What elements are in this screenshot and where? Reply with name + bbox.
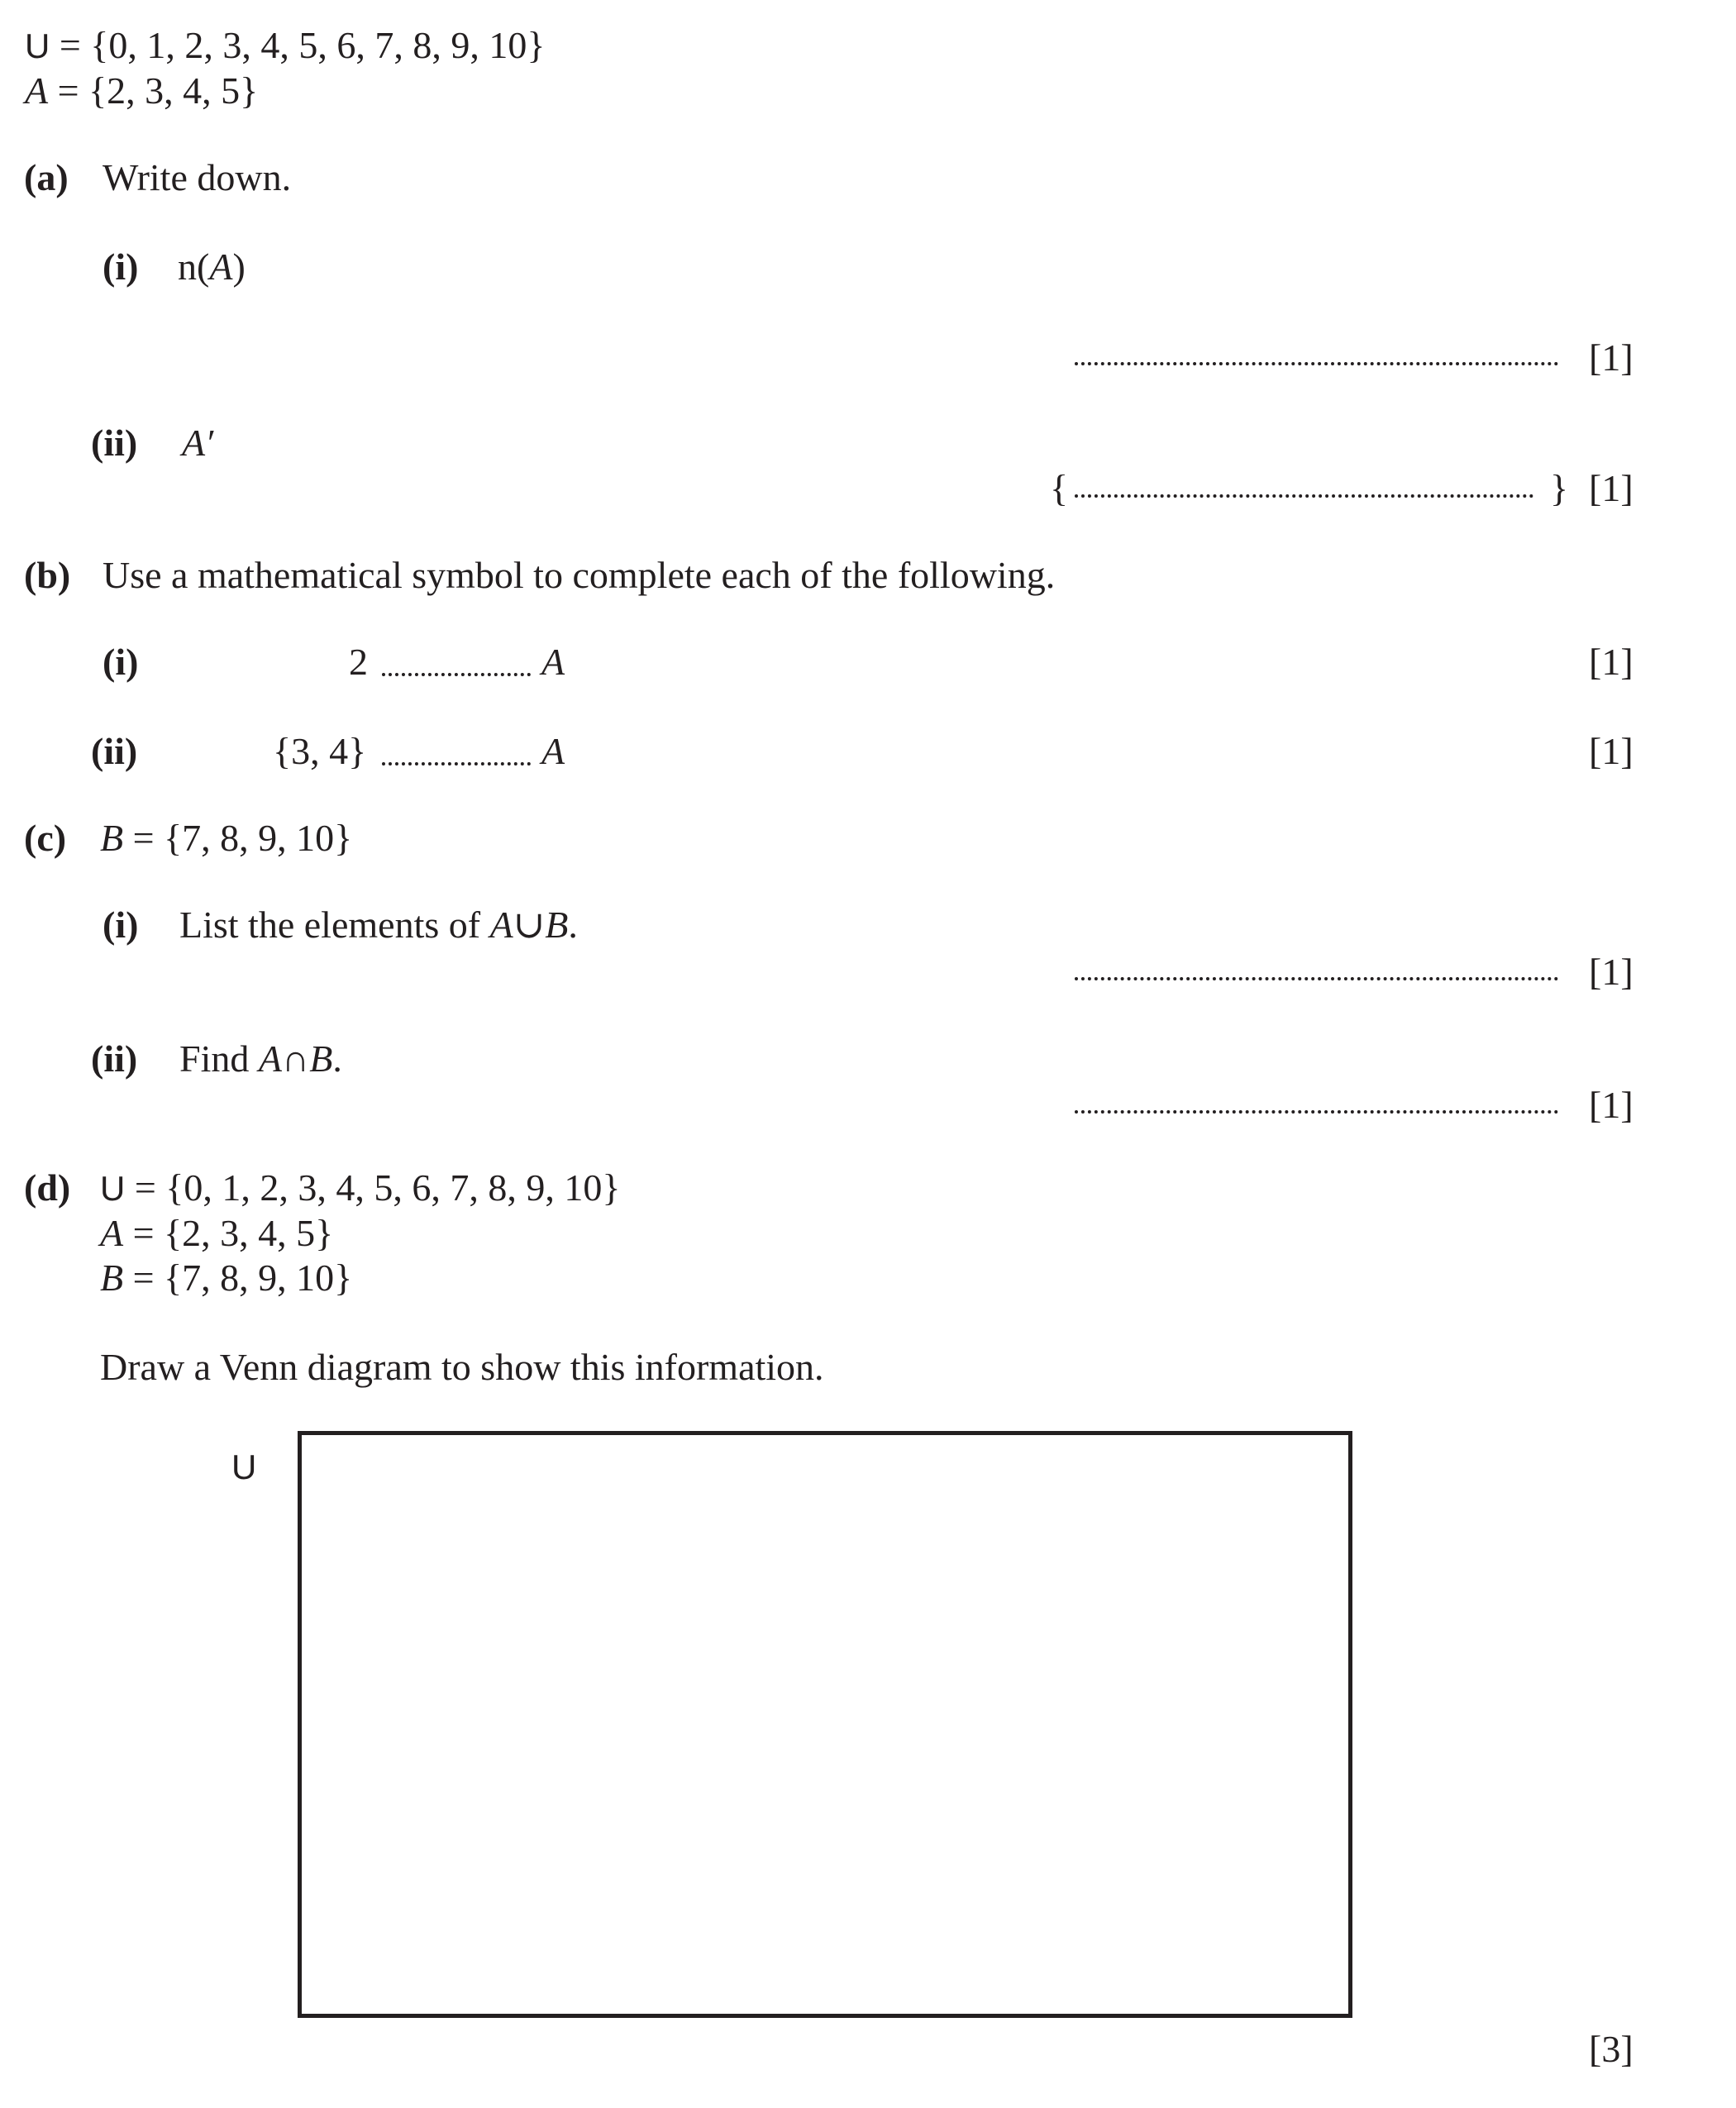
universal-set-definition	[25, 26, 545, 64]
period: .	[332, 1037, 342, 1080]
text: n(	[178, 246, 210, 288]
part-b-i-left: 2	[349, 641, 368, 683]
part-b-i-label: (i)	[103, 641, 139, 683]
universal-set-elements: {0, 1, 2, 3, 4, 5, 6, 7, 8, 9, 10}	[90, 24, 546, 66]
text: )	[232, 246, 246, 288]
prime-symbol: ′	[205, 422, 214, 464]
marks-c-ii: [1]	[1589, 1084, 1633, 1126]
set-b-elements: {7, 8, 9, 10}	[164, 817, 353, 859]
universal-set-symbol: U	[25, 26, 50, 65]
marks-c-i: [1]	[1589, 951, 1633, 993]
part-d-instruction: Draw a Venn diagram to show this information.	[100, 1346, 824, 1388]
set-a-symbol: A	[182, 422, 206, 464]
part-d-label: (d)	[24, 1166, 71, 1209]
part-d-set-b	[100, 1259, 352, 1297]
equals-sign: =	[59, 24, 81, 66]
set-a-symbol: A	[258, 1037, 282, 1080]
equals-sign: =	[132, 1212, 155, 1254]
part-a-instruction: Write down.	[103, 156, 292, 198]
part-b-ii-label: (ii)	[91, 730, 138, 772]
marks-d: [3]	[1589, 2028, 1633, 2070]
set-b-symbol: B	[100, 817, 124, 859]
set-b-symbol: B	[545, 904, 569, 946]
marks-a-ii: [1]	[1589, 467, 1633, 509]
set-a-symbol: A	[209, 246, 233, 288]
set-a-definition	[25, 69, 259, 112]
intersection-symbol: ∩	[281, 1037, 310, 1080]
open-brace: {	[1050, 467, 1069, 509]
close-brace: }	[1550, 467, 1569, 509]
venn-diagram-drawing-area[interactable]	[298, 1431, 1352, 2018]
set-a-symbol: A	[100, 1212, 124, 1254]
set-b-elements: {7, 8, 9, 10}	[164, 1257, 353, 1299]
part-c-label: (c)	[24, 817, 67, 859]
part-d-set-a	[100, 1214, 333, 1252]
part-b-label: (b)	[24, 554, 71, 596]
equals-sign: =	[57, 69, 79, 112]
answer-line-c-i[interactable]	[1075, 977, 1558, 980]
universal-set-elements: {0, 1, 2, 3, 4, 5, 6, 7, 8, 9, 10}	[165, 1166, 621, 1209]
part-a-i-label: (i)	[103, 246, 139, 288]
part-b-ii-left: {3, 4}	[273, 730, 367, 772]
union-symbol: ∪	[513, 904, 546, 946]
part-a-i-question	[178, 248, 246, 286]
part-a-ii-label: (ii)	[91, 422, 138, 464]
answer-line-c-ii[interactable]	[1075, 1110, 1558, 1114]
venn-universal-label: U	[231, 1447, 257, 1486]
part-c-ii-question	[179, 1037, 342, 1080]
text: List the elements of	[179, 904, 481, 946]
set-b-definition	[100, 819, 352, 857]
set-a-symbol: A	[25, 69, 49, 112]
set-a-symbol: A	[489, 904, 513, 946]
part-c-ii-label: (ii)	[91, 1037, 138, 1080]
part-c-i-label: (i)	[103, 904, 139, 946]
part-b-ii-right: A	[541, 730, 565, 772]
equals-sign: =	[134, 1166, 156, 1209]
marks-b-i: [1]	[1589, 641, 1633, 683]
set-b-symbol: B	[309, 1037, 333, 1080]
part-a-label: (a)	[24, 156, 69, 198]
period: .	[568, 904, 578, 946]
part-c-i-question	[179, 906, 578, 944]
equals-sign: =	[132, 817, 155, 859]
set-a-elements: {2, 3, 4, 5}	[88, 69, 259, 112]
part-b-i-right: A	[541, 641, 565, 683]
marks-a-i: [1]	[1589, 336, 1633, 379]
equals-sign: =	[132, 1257, 155, 1299]
set-b-symbol: B	[100, 1257, 124, 1299]
answer-line-b-i[interactable]	[382, 673, 531, 676]
marks-b-ii: [1]	[1589, 730, 1633, 772]
universal-set-symbol: U	[100, 1169, 126, 1208]
part-d-universal-set	[100, 1166, 621, 1209]
answer-line-a-i[interactable]	[1075, 362, 1558, 365]
answer-line-a-ii[interactable]	[1075, 494, 1533, 498]
answer-line-b-ii[interactable]	[382, 762, 531, 765]
set-a-elements: {2, 3, 4, 5}	[164, 1212, 334, 1254]
part-a-ii-question	[182, 424, 213, 462]
part-b-instruction: Use a mathematical symbol to complete each of the following.	[103, 554, 1056, 596]
text: Find	[179, 1037, 250, 1080]
